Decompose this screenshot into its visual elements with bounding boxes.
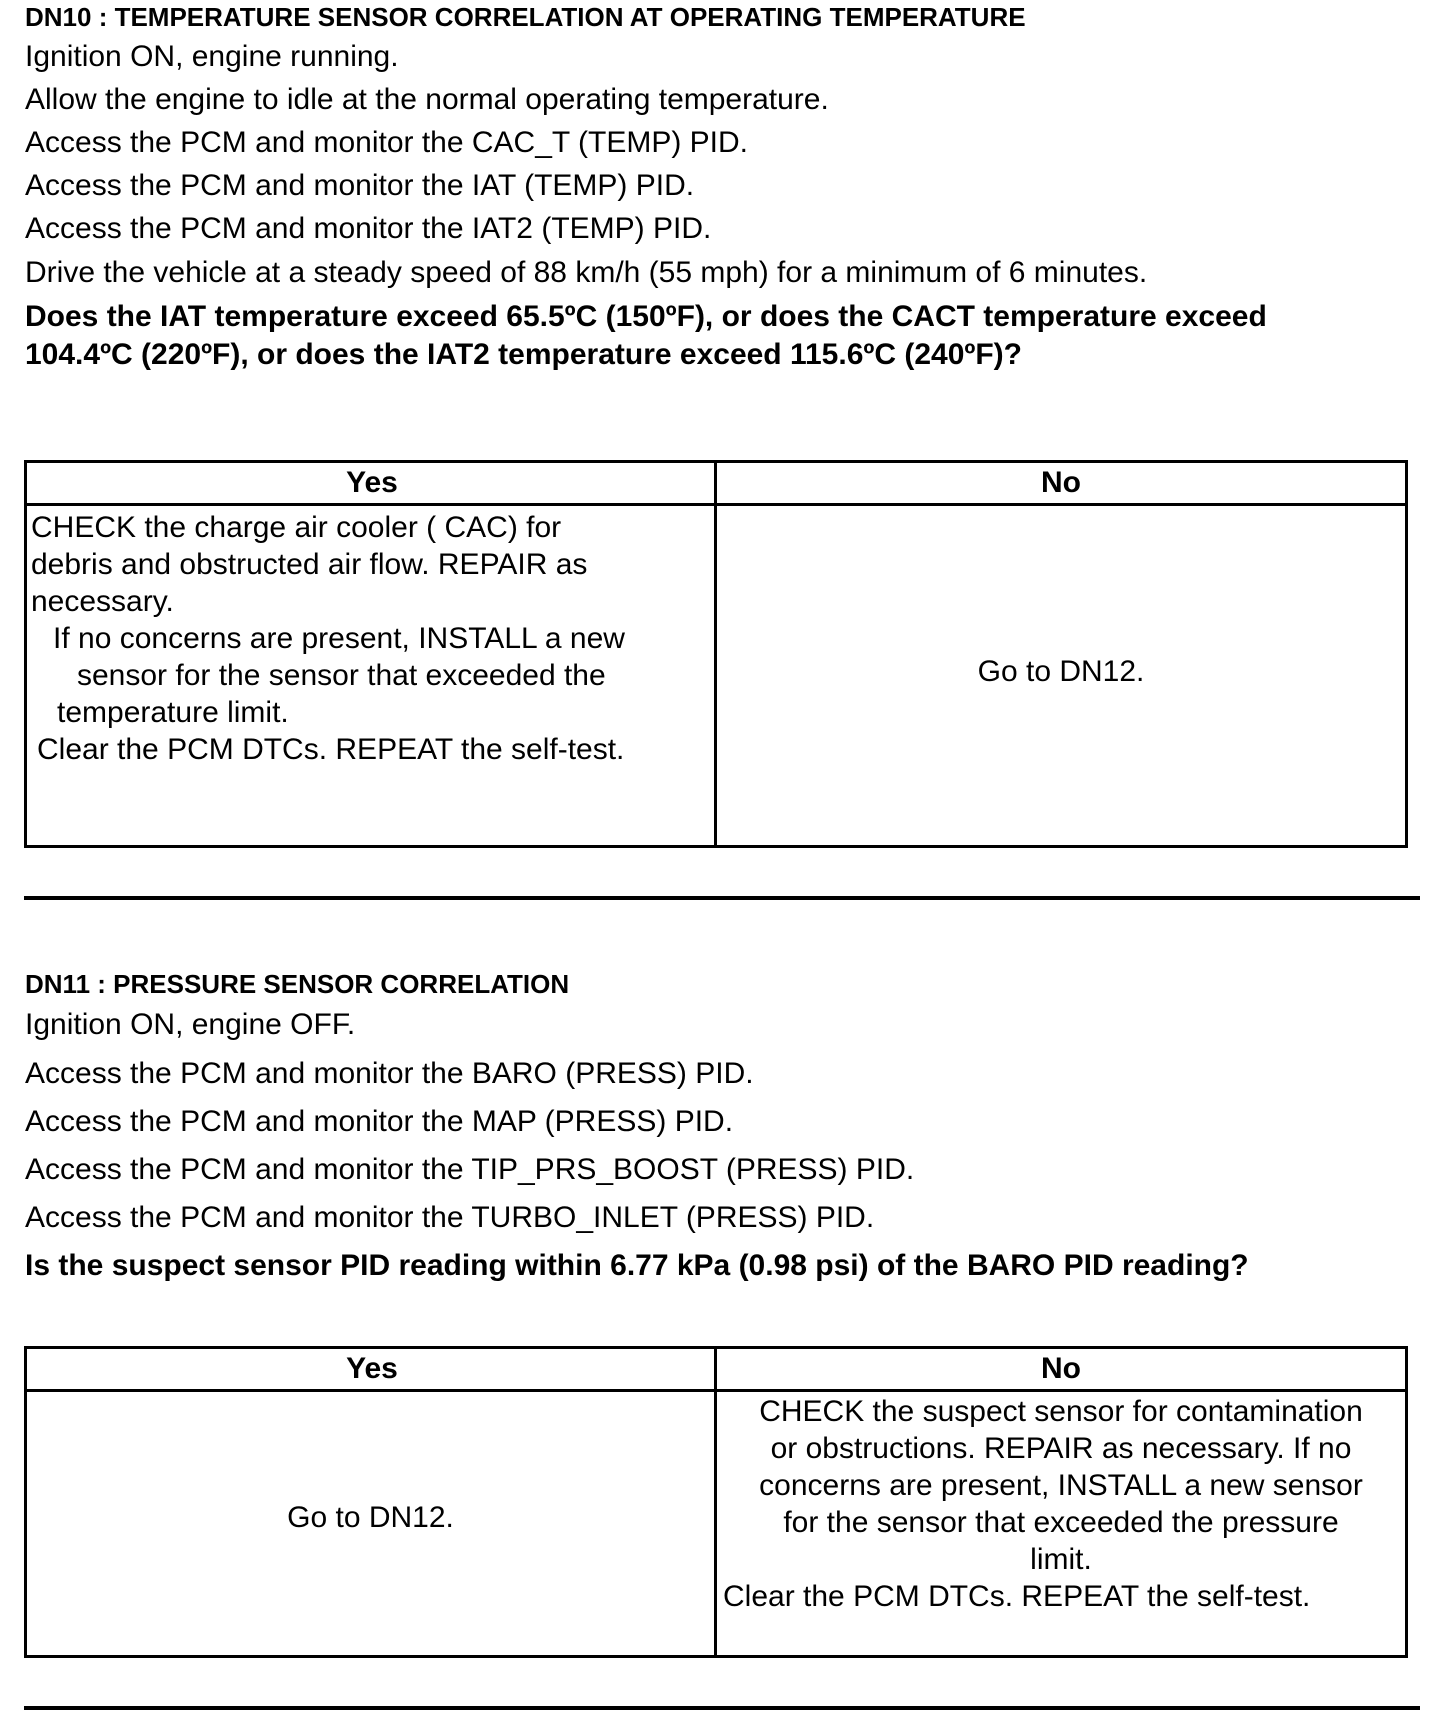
dn11-step-4: Access the PCM and monitor the TIP_PRS_BOOST (PRESS) PID. [25, 1153, 915, 1186]
dn11-yes-header: Yes [27, 1349, 717, 1392]
dn11-step-2: Access the PCM and monitor the BARO (PRESS) PID. [25, 1057, 754, 1090]
section-divider-1 [24, 896, 1420, 900]
dn10-yes-line-1: CHECK the charge air cooler ( CAC) for [31, 511, 562, 544]
dn11-no-cell [719, 1393, 1403, 1615]
dn11-question: Is the suspect sensor PID reading within 6.77 kPa (0.98 psi) of the BARO PID reading? [25, 1249, 1249, 1282]
dn10-step-6: Drive the vehicle at a steady speed of 88 km/h (55 mph) for a minimum of 6 minutes. [25, 256, 1148, 289]
dn10-yes-line-2: debris and obstructed air flow. REPAIR as [31, 548, 588, 581]
dn11-no-line-6: Clear the PCM DTCs. REPEAT the self-test. [723, 1580, 1311, 1613]
dn11-heading: DN11 : PRESSURE SENSOR CORRELATION [25, 969, 570, 999]
dn11-yes-cell: Go to DN12. [287, 1501, 454, 1534]
dn11-no-header: No [717, 1349, 1405, 1392]
dn10-question [25, 298, 1425, 374]
dn11-no-line-3: concerns are present, INSTALL a new sensor [759, 1469, 1363, 1502]
dn11-step-5: Access the PCM and monitor the TURBO_INLET (PRESS) PID. [25, 1201, 875, 1234]
dn10-step-3: Access the PCM and monitor the CAC_T (TEMP) PID. [25, 126, 749, 159]
dn11-no-line-2: or obstructions. REPAIR as necessary. If no [770, 1432, 1352, 1465]
dn10-step-2: Allow the engine to idle at the normal operating temperature. [25, 83, 829, 116]
dn10-yes-line-6: temperature limit. [57, 696, 289, 729]
dn11-no-line-4: for the sensor that exceeded the pressure [783, 1506, 1339, 1539]
dn10-yes-line-5: sensor for the sensor that exceeded the [77, 659, 606, 692]
dn11-no-line-5: limit. [1030, 1543, 1092, 1576]
dn10-decision-table [24, 460, 1408, 848]
dn10-no-cell: Go to DN12. [977, 655, 1145, 688]
dn10-yes-cell [31, 509, 711, 768]
dn11-column-divider [714, 1349, 717, 1655]
dn11-no-line-1: CHECK the suspect sensor for contamination [759, 1395, 1363, 1428]
dn10-yes-header: Yes [27, 463, 717, 506]
dn10-yes-line-4: If no concerns are present, INSTALL a new [53, 622, 625, 655]
dn10-yes-line-7: Clear the PCM DTCs. REPEAT the self-test. [37, 733, 625, 766]
dn10-no-header: No [717, 463, 1405, 506]
dn11-step-3: Access the PCM and monitor the MAP (PRESS) PID. [25, 1105, 734, 1138]
dn10-question-line-1: Does the IAT temperature exceed 65.5ºC (150ºF), or does the CACT temperature exceed [25, 300, 1267, 333]
dn10-step-4: Access the PCM and monitor the IAT (TEMP) PID. [25, 169, 695, 202]
dn10-step-5: Access the PCM and monitor the IAT2 (TEMP) PID. [25, 212, 712, 245]
dn10-question-line-2: 104.4ºC (220ºF), or does the IAT2 temperature exceed 115.6ºC (240ºF)? [25, 338, 1022, 371]
dn11-decision-table [24, 1346, 1408, 1658]
section-divider-2 [24, 1706, 1420, 1710]
dn11-step-1: Ignition ON, engine OFF. [25, 1008, 356, 1041]
dn10-step-1: Ignition ON, engine running. [25, 40, 399, 73]
dn10-heading: DN10 : TEMPERATURE SENSOR CORRELATION AT OPERATING TEMPERATURE [25, 2, 1026, 32]
dn10-yes-line-3: necessary. [31, 585, 174, 618]
